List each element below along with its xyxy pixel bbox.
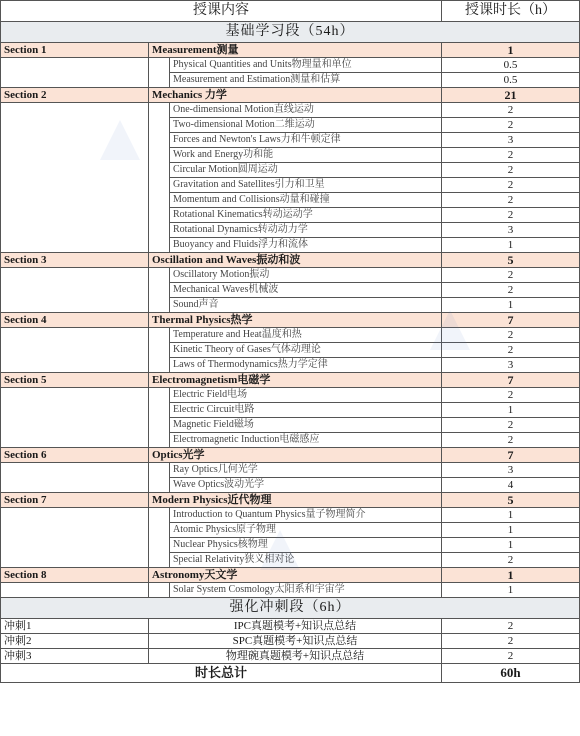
- blank-cell: [149, 298, 170, 313]
- topic-hours: 3: [442, 463, 580, 478]
- topic-row: [1, 73, 580, 88]
- topic-row: [1, 193, 580, 208]
- topic-row: [1, 58, 580, 73]
- blank-cell: [149, 118, 170, 133]
- blank-cell: [1, 148, 149, 163]
- topic-row: [1, 523, 580, 538]
- blank-cell: [1, 298, 149, 313]
- topic-row: [1, 553, 580, 568]
- topic-row: [1, 208, 580, 223]
- topic-row: [1, 508, 580, 523]
- header-hours: 授课时长（h）: [442, 1, 580, 22]
- section-row: [1, 373, 580, 388]
- topic-name: Rotational Kinematics转动运动学: [170, 208, 442, 223]
- section-label: Section 6: [1, 448, 149, 463]
- topic-row: [1, 403, 580, 418]
- blank-cell: [149, 238, 170, 253]
- blank-cell: [149, 523, 170, 538]
- phase-title-basic: 基础学习段（54h）: [1, 22, 580, 43]
- phase-row-basic: [1, 22, 580, 43]
- section-row: [1, 313, 580, 328]
- blank-cell: [1, 163, 149, 178]
- topic-row: [1, 118, 580, 133]
- topic-row: [1, 583, 580, 598]
- blank-cell: [149, 418, 170, 433]
- section-title: Mechanics 力学: [149, 88, 442, 103]
- blank-cell: [1, 73, 149, 88]
- section-row: [1, 253, 580, 268]
- topic-row: [1, 388, 580, 403]
- section-label: Section 5: [1, 373, 149, 388]
- topic-row: [1, 133, 580, 148]
- topic-name: Nuclear Physics核物理: [170, 538, 442, 553]
- sprint-row: [1, 634, 580, 649]
- topic-name: Physical Quantities and Units物理量和单位: [170, 58, 442, 73]
- blank-cell: [1, 208, 149, 223]
- sprint-content: IPC真题模考+知识点总结: [149, 619, 442, 634]
- topic-name: Electric Field电场: [170, 388, 442, 403]
- section-row: [1, 568, 580, 583]
- topic-row: [1, 463, 580, 478]
- topic-hours: 1: [442, 298, 580, 313]
- blank-cell: [149, 328, 170, 343]
- topic-name: One-dimensional Motion直线运动: [170, 103, 442, 118]
- topic-name: Gravitation and Satellites引力和卫星: [170, 178, 442, 193]
- topic-name: Wave Optics波动光学: [170, 478, 442, 493]
- topic-hours: 2: [442, 118, 580, 133]
- section-label: Section 1: [1, 43, 149, 58]
- topic-row: [1, 478, 580, 493]
- sprint-label: 冲刺2: [1, 634, 149, 649]
- topic-hours: 2: [442, 163, 580, 178]
- blank-cell: [149, 223, 170, 238]
- topic-name: Sound声音: [170, 298, 442, 313]
- section-label: Section 7: [1, 493, 149, 508]
- blank-cell: [1, 508, 149, 523]
- section-title: Modern Physics近代物理: [149, 493, 442, 508]
- section-label: Section 8: [1, 568, 149, 583]
- section-row: [1, 493, 580, 508]
- blank-cell: [1, 223, 149, 238]
- sprint-label: 冲刺3: [1, 649, 149, 664]
- blank-cell: [149, 148, 170, 163]
- topic-hours: 2: [442, 208, 580, 223]
- sprint-content: 物理碗真题模考+知识点总结: [149, 649, 442, 664]
- sprint-hours: 2: [442, 619, 580, 634]
- section-hours: 7: [442, 313, 580, 328]
- topic-name: Laws of Thermodynamics热力学定律: [170, 358, 442, 373]
- topic-row: [1, 418, 580, 433]
- section-row: [1, 43, 580, 58]
- blank-cell: [149, 58, 170, 73]
- blank-cell: [149, 178, 170, 193]
- topic-hours: 2: [442, 553, 580, 568]
- topic-hours: 3: [442, 133, 580, 148]
- topic-name: Special Relativity狭义相对论: [170, 553, 442, 568]
- total-row: [1, 664, 580, 683]
- topic-name: Temperature and Heat温度和热: [170, 328, 442, 343]
- topic-hours: 2: [442, 328, 580, 343]
- sprint-hours: 2: [442, 634, 580, 649]
- topic-hours: 2: [442, 418, 580, 433]
- blank-cell: [1, 283, 149, 298]
- total-label: 时长总计: [1, 664, 442, 683]
- blank-cell: [1, 403, 149, 418]
- topic-name: Measurement and Estimation测量和估算: [170, 73, 442, 88]
- topic-hours: 4: [442, 478, 580, 493]
- sprint-row: [1, 649, 580, 664]
- blank-cell: [1, 193, 149, 208]
- topic-name: Buoyancy and Fluids浮力和流体: [170, 238, 442, 253]
- topic-name: Work and Energy功和能: [170, 148, 442, 163]
- topic-row: [1, 433, 580, 448]
- blank-cell: [1, 418, 149, 433]
- blank-cell: [149, 388, 170, 403]
- blank-cell: [149, 163, 170, 178]
- topic-name: Two-dimensional Motion二维运动: [170, 118, 442, 133]
- blank-cell: [1, 388, 149, 403]
- topic-hours: 0.5: [442, 73, 580, 88]
- phase-title-sprint: 强化冲刺段（6h）: [1, 598, 580, 619]
- section-title: Electromagnetism电磁学: [149, 373, 442, 388]
- blank-cell: [149, 433, 170, 448]
- topic-name: Momentum and Collisions动量和碰撞: [170, 193, 442, 208]
- section-hours: 1: [442, 43, 580, 58]
- topic-name: Introduction to Quantum Physics量子物理简介: [170, 508, 442, 523]
- topic-hours: 3: [442, 358, 580, 373]
- topic-name: Circular Motion圆周运动: [170, 163, 442, 178]
- header-row: [1, 1, 580, 22]
- topic-name: Ray Optics几何光学: [170, 463, 442, 478]
- topic-hours: 1: [442, 523, 580, 538]
- blank-cell: [149, 508, 170, 523]
- topic-name: Forces and Newton's Laws力和牛顿定律: [170, 133, 442, 148]
- topic-name: Electromagnetic Induction电磁感应: [170, 433, 442, 448]
- topic-hours: 1: [442, 538, 580, 553]
- blank-cell: [1, 268, 149, 283]
- header-content: 授课内容: [1, 1, 442, 22]
- section-hours: 7: [442, 373, 580, 388]
- blank-cell: [1, 328, 149, 343]
- section-label: Section 4: [1, 313, 149, 328]
- blank-cell: [149, 283, 170, 298]
- topic-row: [1, 268, 580, 283]
- blank-cell: [149, 538, 170, 553]
- topic-name: Solar System Cosmology太阳系和宇宙学: [170, 583, 442, 598]
- blank-cell: [149, 463, 170, 478]
- blank-cell: [149, 193, 170, 208]
- blank-cell: [149, 103, 170, 118]
- section-row: [1, 88, 580, 103]
- topic-hours: 2: [442, 148, 580, 163]
- blank-cell: [149, 133, 170, 148]
- topic-hours: 2: [442, 193, 580, 208]
- sprint-hours: 2: [442, 649, 580, 664]
- blank-cell: [149, 208, 170, 223]
- topic-row: [1, 163, 580, 178]
- blank-cell: [149, 583, 170, 598]
- blank-cell: [1, 463, 149, 478]
- blank-cell: [1, 133, 149, 148]
- blank-cell: [149, 73, 170, 88]
- topic-hours: 1: [442, 238, 580, 253]
- section-title: Oscillation and Waves振动和波: [149, 253, 442, 268]
- section-row: [1, 448, 580, 463]
- blank-cell: [1, 553, 149, 568]
- topic-row: [1, 238, 580, 253]
- blank-cell: [1, 103, 149, 118]
- topic-row: [1, 223, 580, 238]
- topic-hours: 2: [442, 103, 580, 118]
- topic-row: [1, 298, 580, 313]
- section-hours: 1: [442, 568, 580, 583]
- section-label: Section 3: [1, 253, 149, 268]
- phase-row-sprint: [1, 598, 580, 619]
- blank-cell: [1, 238, 149, 253]
- section-hours: 7: [442, 448, 580, 463]
- topic-hours: 2: [442, 343, 580, 358]
- blank-cell: [1, 523, 149, 538]
- topic-hours: 0.5: [442, 58, 580, 73]
- topic-row: [1, 103, 580, 118]
- blank-cell: [149, 268, 170, 283]
- topic-name: Rotational Dynamics转动动力学: [170, 223, 442, 238]
- blank-cell: [1, 583, 149, 598]
- section-hours: 5: [442, 253, 580, 268]
- topic-hours: 2: [442, 178, 580, 193]
- topic-row: [1, 358, 580, 373]
- blank-cell: [1, 538, 149, 553]
- topic-row: [1, 538, 580, 553]
- blank-cell: [1, 178, 149, 193]
- topic-name: Magnetic Field磁场: [170, 418, 442, 433]
- section-hours: 5: [442, 493, 580, 508]
- topic-hours: 2: [442, 283, 580, 298]
- sprint-label: 冲刺1: [1, 619, 149, 634]
- topic-row: [1, 283, 580, 298]
- blank-cell: [1, 478, 149, 493]
- topic-name: Electric Circuit电路: [170, 403, 442, 418]
- topic-row: [1, 178, 580, 193]
- section-title: Astronomy天文学: [149, 568, 442, 583]
- topic-hours: 1: [442, 508, 580, 523]
- blank-cell: [149, 343, 170, 358]
- sprint-content: SPC真题模考+知识点总结: [149, 634, 442, 649]
- section-title: Optics光学: [149, 448, 442, 463]
- blank-cell: [149, 358, 170, 373]
- topic-hours: 2: [442, 433, 580, 448]
- blank-cell: [1, 118, 149, 133]
- section-label: Section 2: [1, 88, 149, 103]
- topic-name: Atomic Physics原子物理: [170, 523, 442, 538]
- blank-cell: [1, 358, 149, 373]
- topic-name: Kinetic Theory of Gases气体动理论: [170, 343, 442, 358]
- topic-hours: 1: [442, 403, 580, 418]
- topic-hours: 1: [442, 583, 580, 598]
- topic-name: Oscillatory Motion振动: [170, 268, 442, 283]
- section-title: Measurement测量: [149, 43, 442, 58]
- blank-cell: [1, 58, 149, 73]
- topic-row: [1, 148, 580, 163]
- blank-cell: [149, 403, 170, 418]
- section-hours: 21: [442, 88, 580, 103]
- blank-cell: [1, 343, 149, 358]
- topic-hours: 2: [442, 268, 580, 283]
- sprint-row: [1, 619, 580, 634]
- total-value: 60h: [442, 664, 580, 683]
- blank-cell: [149, 553, 170, 568]
- topic-name: Mechanical Waves机械波: [170, 283, 442, 298]
- blank-cell: [149, 478, 170, 493]
- blank-cell: [1, 433, 149, 448]
- topic-hours: 2: [442, 388, 580, 403]
- topic-row: [1, 328, 580, 343]
- topic-row: [1, 343, 580, 358]
- section-title: Thermal Physics热学: [149, 313, 442, 328]
- topic-hours: 3: [442, 223, 580, 238]
